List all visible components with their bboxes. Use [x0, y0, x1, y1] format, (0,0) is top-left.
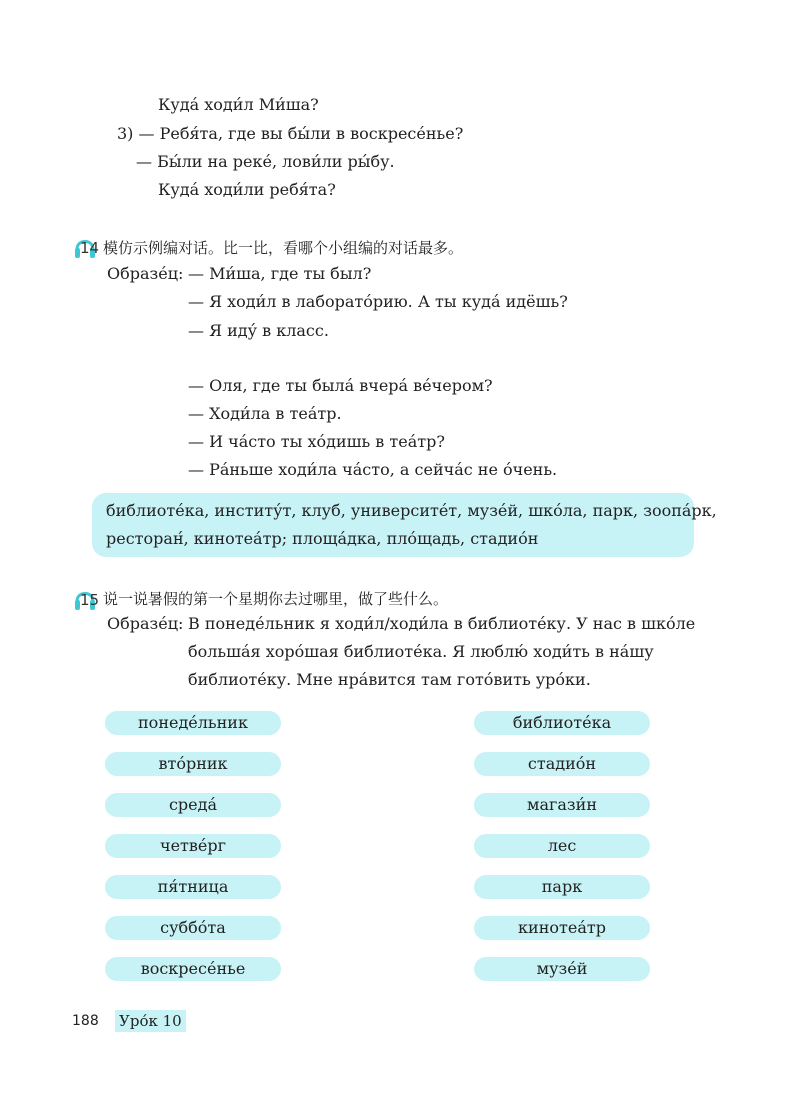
- day-pill: вто́рник: [105, 752, 281, 776]
- dialog-line: — Ходи́ла в теа́тр.: [188, 404, 342, 423]
- place-pill: парк: [474, 875, 650, 899]
- day-pill: четве́рг: [105, 834, 281, 858]
- day-pill: пя́тница: [105, 875, 281, 899]
- lesson-tag: Уро́к 10: [115, 1010, 186, 1032]
- dialog-line: — Я иду́ в класс.: [188, 321, 329, 340]
- place-pill: магази́н: [474, 793, 650, 817]
- dialog-line: 3) — Ребя́та, где вы бы́ли в воскресе́нье?: [117, 124, 464, 143]
- sample-label: Образе́ц:: [107, 264, 184, 283]
- place-pill: библиоте́ка: [474, 711, 650, 735]
- vocabulary-line: библиоте́ка, институ́т, клуб, университе́т, музе́й, шко́ла, парк, зоопа́рк,: [106, 501, 717, 520]
- exercise-number: 15: [80, 591, 100, 609]
- day-pill: суббо́та: [105, 916, 281, 940]
- exercise-number: 14: [80, 239, 100, 257]
- sample-label: Образе́ц:: [107, 614, 184, 633]
- sample-text-line: библиоте́ку. Мне нра́вится там гото́вить уро́ки.: [188, 670, 591, 689]
- dialog-line: — Оля, где ты была́ вчера́ ве́чером?: [188, 376, 493, 395]
- dialog-line: — Ра́ньше ходи́ла ча́сто, а сейча́с не о́чень.: [188, 460, 558, 479]
- place-pill: музе́й: [474, 957, 650, 981]
- dialog-line: — Ми́ша, где ты был?: [188, 264, 372, 283]
- place-pill: стадио́н: [474, 752, 650, 776]
- vocabulary-line: ресторан́, кинотеа́тр; площа́дка, пло́щадь, стадио́н: [106, 529, 539, 548]
- exercise-title: 模仿示例编对话。比一比，看哪个小组编的对话最多。: [103, 239, 464, 257]
- sample-text-line: В понеде́льник я ходи́л/ходи́ла в библиоте́ку. У нас в шко́ле: [188, 614, 696, 633]
- day-pill: среда́: [105, 793, 281, 817]
- exercise-title: 说一说暑假的第一个星期你去过哪里，做了些什么。: [103, 590, 449, 608]
- page-number: 188: [72, 1013, 99, 1029]
- dialog-line: — И ча́сто ты хо́дишь в теа́тр?: [188, 432, 445, 451]
- dialog-line: — Я ходи́л в лаборато́рию. А ты куда́ идёшь?: [188, 292, 568, 311]
- place-pill: лес: [474, 834, 650, 858]
- sample-text-line: больша́я хоро́шая библиоте́ка. Я люблю́ ходи́ть в на́шу: [188, 642, 654, 661]
- place-pill: кинотеа́тр: [474, 916, 650, 940]
- day-pill: воскресе́нье: [105, 957, 281, 981]
- day-pill: понеде́льник: [105, 711, 281, 735]
- dialog-line: Куда́ ходи́ли ребя́та?: [158, 180, 336, 199]
- dialog-line: — Бы́ли на реке́, лови́ли ры́бу.: [136, 152, 395, 171]
- vocabulary-box: [92, 493, 717, 557]
- dialog-line: Куда́ ходи́л Ми́ша?: [158, 95, 319, 114]
